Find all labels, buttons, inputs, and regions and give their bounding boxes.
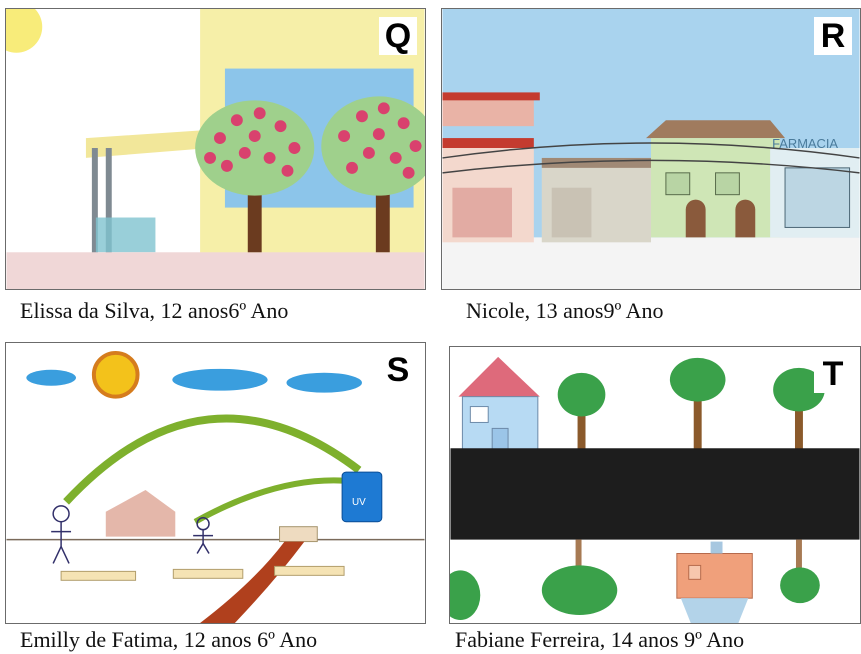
middle-building [542, 158, 651, 242]
drawing-q [6, 9, 425, 289]
caption-s: Emilly de Fatima, 12 anos 6º Ano [20, 627, 318, 652]
uv-label: UV [352, 496, 366, 508]
panel-letter: T [814, 355, 852, 393]
panel-letter: S [379, 351, 417, 389]
drawing-s [6, 343, 425, 623]
pharmacy-building [646, 120, 859, 237]
caption-t: Fabiane Ferreira, 14 anos 9º Ano [455, 627, 745, 652]
panel-letter: R [814, 17, 852, 55]
drawing-panel-r [441, 8, 861, 290]
black-road [450, 448, 859, 539]
drawing-t [450, 347, 860, 623]
drawing-panel-t [449, 346, 861, 624]
uv-canister [342, 472, 382, 522]
caption-q: Elissa da Silva, 12 anos6º Ano [20, 298, 289, 323]
bench [96, 218, 156, 253]
ground [6, 252, 424, 289]
panel-letter: Q [379, 17, 417, 55]
drawing-panel-s [5, 342, 426, 624]
caption-r: Nicole, 13 anos9º Ano [466, 298, 664, 323]
house-bottom [677, 542, 752, 623]
sun-icon [94, 353, 138, 397]
drawing-panel-q [5, 8, 426, 290]
drawing-r [442, 9, 860, 289]
pharmacy-sign: FARMACIA [772, 136, 839, 152]
sidewalk [442, 237, 859, 289]
